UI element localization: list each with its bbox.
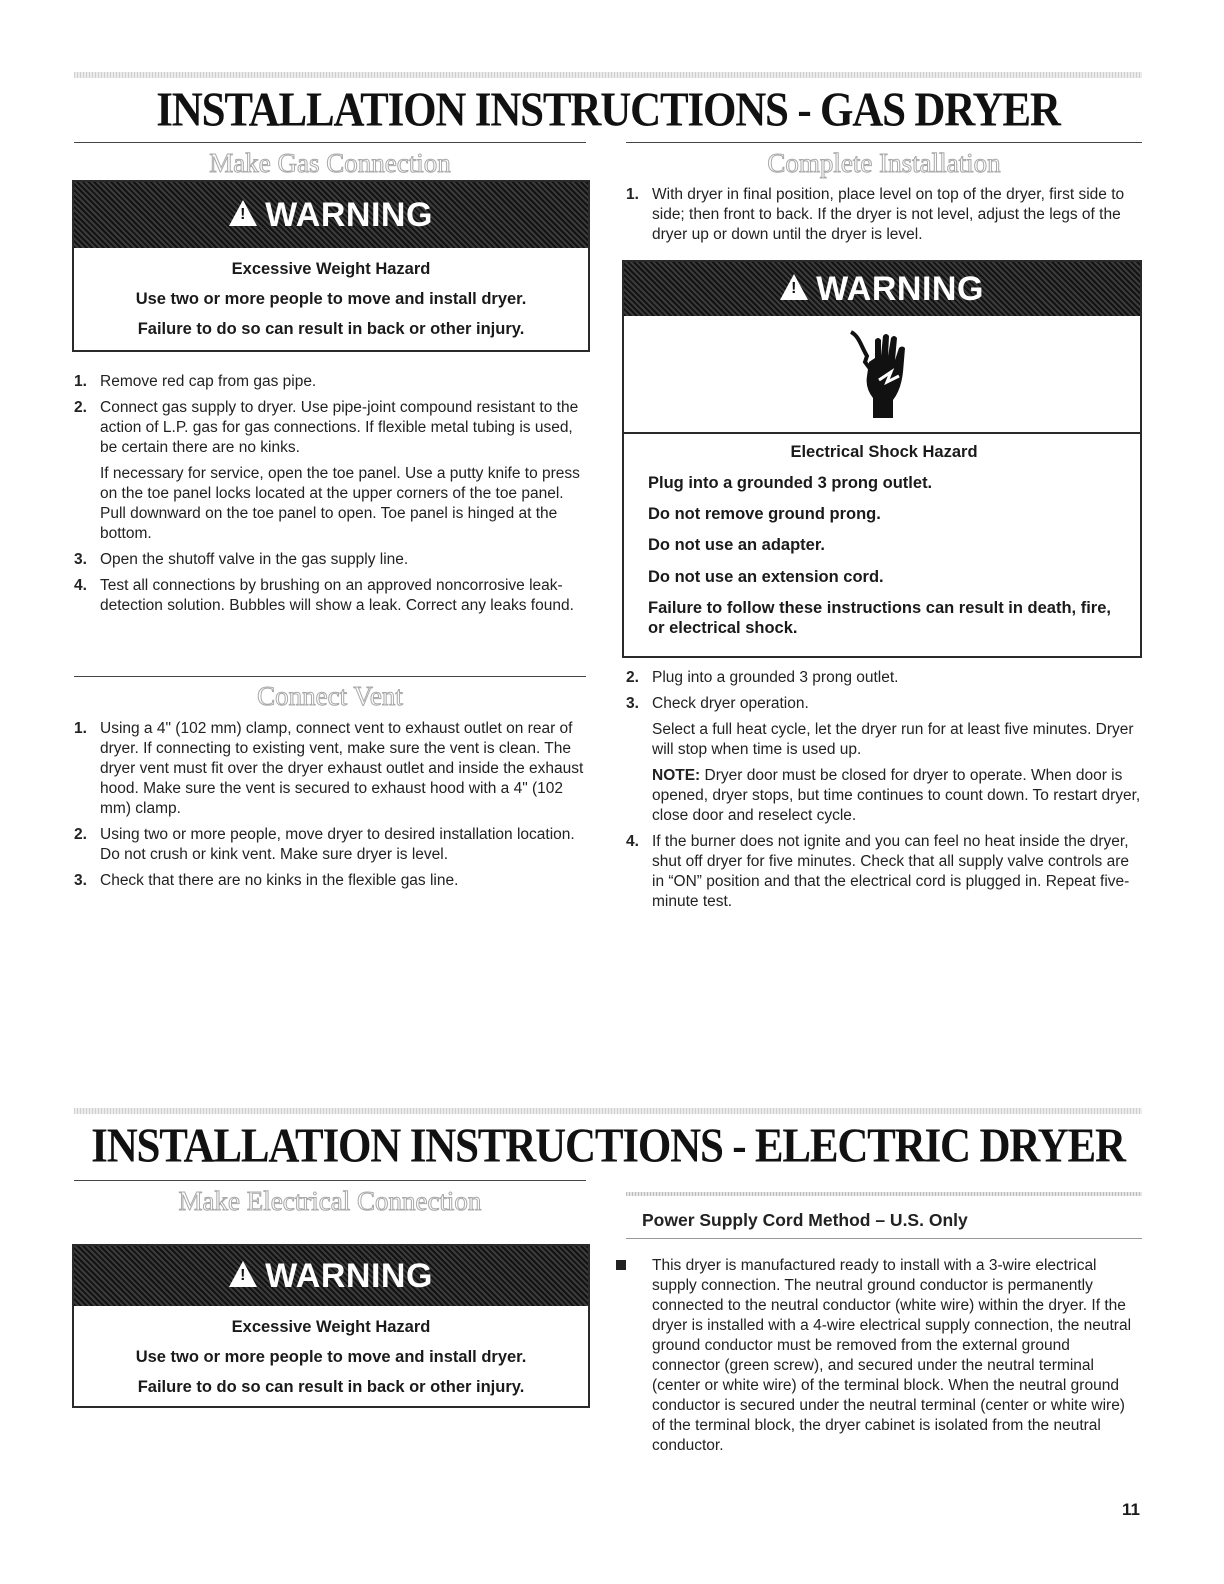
list-note: Select a full heat cycle, let the dryer run for at least five minutes. Dryer will stop when time is used up.: [652, 721, 1134, 758]
gas-weight-warning: [72, 180, 590, 352]
connect-vent-heading: Connect Vent: [257, 681, 403, 711]
warning-banner: [74, 182, 588, 248]
list-item: 3. Check that there are no kinks in the flexible gas line.: [74, 872, 459, 889]
warning-hazard: Electrical Shock Hazard: [790, 443, 978, 461]
warning-body: [74, 260, 588, 339]
list-item: 1. Remove red cap from gas pipe.: [74, 373, 317, 390]
warning-triangle-icon: [229, 200, 257, 226]
bullet-icon: [616, 1260, 626, 1270]
warning-banner-text: WARNING: [265, 195, 433, 234]
warning-line: Failure to do so can result in back or other injury.: [137, 319, 525, 338]
power-cord-underline: [626, 1238, 1142, 1239]
complete-steps: [626, 668, 1142, 918]
top-rule: [74, 72, 1142, 78]
warning-body: [74, 1318, 588, 1397]
make-gas-rule: [74, 142, 586, 143]
warning-line: Failure to follow these instructions can result in death, fire, or electrical shock.: [648, 598, 1111, 637]
warning-banner-text: WARNING: [265, 1256, 433, 1295]
connect-vent-steps: [74, 719, 586, 897]
electric-top-rule: [74, 1108, 1142, 1114]
power-cord-list: [616, 1256, 1142, 1462]
electric-weight-warning: [72, 1244, 590, 1408]
gas-main-title: INSTALLATION INSTRUCTIONS - GAS DRYER: [156, 84, 1060, 137]
warning-line: Do not use an adapter.: [648, 536, 825, 555]
warning-triangle-icon: [780, 274, 808, 300]
list-item: 1. Using a 4" (102 mm) clamp, connect vent to exhaust outlet on rear of dryer. If connecting to existing vent, make sure the vent is clean. The dryer vent must fit over the dryer exhaust outlet and inside the exhaust hood. Make sure the vent is secured to exhaust hood with a 4" (102 mm) clamp.: [74, 720, 584, 817]
warning-line: Failure to do so can result in back or other injury.: [137, 1377, 525, 1396]
warning-banner-text: WARNING: [816, 269, 984, 308]
list-item: 2. Plug into a grounded 3 prong outlet.: [626, 669, 899, 686]
complete-heading: Complete Installation: [767, 148, 1001, 178]
page-number: 11: [1122, 1500, 1140, 1519]
list-note: If necessary for service, open the toe panel. Use a putty knife to press on the toe panel locks located at the upper corners of the toe panel. Pull downward on the toe panel to open. Toe panel is hinged at the bottom.: [100, 465, 580, 542]
list-note: NOTE: Dryer door must be closed for dryer to operate. When door is opened, dryer stops, but time continues to count down. To restart dryer, close door and reselect cycle.: [652, 767, 1141, 824]
power-cord-heading: Power Supply Cord Method – U.S. Only: [642, 1210, 968, 1230]
make-electrical-heading: Make Electrical Connection: [178, 1186, 482, 1216]
warning-line: Use two or more people to move and install dryer.: [135, 289, 527, 308]
complete-step-1: [626, 185, 1142, 251]
list-item: 4. If the burner does not ignite and you can feel no heat inside the dryer, shut off dryer for five minutes. Check that all supply valve controls are in “ON” position and that the electrical cord is plugged in. Repeat five-minute test.: [626, 833, 1130, 910]
warning-triangle-icon: [229, 1261, 257, 1287]
electrical-shock-warning: [622, 260, 1142, 658]
list-item: 3. Open the shutoff valve in the gas supply line.: [74, 551, 409, 568]
list-item: 4. Test all connections by brushing on an approved noncorrosive leak-detection solution. Bubbles will show a leak. Correct any leaks found.: [74, 577, 574, 614]
connect-vent-rule: [74, 676, 586, 677]
power-cord-rule: [626, 1192, 1142, 1196]
list-item: 3. Check dryer operation.: [626, 695, 809, 712]
warning-banner: [624, 262, 1140, 316]
warning-line: Do not remove ground prong.: [648, 505, 881, 524]
hand-shock-icon: [845, 326, 919, 422]
list-item: 2. Using two or more people, move dryer to desired installation location. Do not crush or kink vent. Make sure dryer is level.: [74, 826, 575, 863]
electric-main-title: INSTALLATION INSTRUCTIONS - ELECTRIC DRYER: [91, 1120, 1125, 1173]
list-item: This dryer is manufactured ready to install with a 3-wire electrical supply connection. The neutral ground conductor is permanently connected to the neutral conductor (white wire) within the dryer. If the dryer is installed with a 4-wire electrical supply connection, the neutral ground conductor must be removed from the external ground connector (green screw), and secured under the neutral terminal (center or white wire) of the terminal block. When the neutral ground conductor is secured under the neutral terminal (center or white wire) of the terminal block, the dryer cabinet is isolated from the neutral conductor.: [616, 1256, 1142, 1456]
make-gas-heading: Make Gas Connection: [209, 148, 451, 178]
warning-hazard: Excessive Weight Hazard: [231, 260, 431, 278]
list-item: 1. With dryer in final position, place level on top of the dryer, first side to side; then front to back. If the dryer is not level, adjust the legs of the dryer up or down until the dryer is level.: [626, 186, 1125, 243]
warning-line: Do not use an extension cord.: [648, 567, 884, 586]
make-electrical-rule: [74, 1180, 586, 1181]
make-gas-steps: [74, 372, 586, 622]
warning-body: [624, 442, 1140, 638]
complete-rule: [626, 142, 1142, 143]
list-item: 2. Connect gas supply to dryer. Use pipe-joint compound resistant to the action of L.P. gas for gas connections. If flexible metal tubing is used, be certain there are no kinks.: [74, 399, 579, 456]
warning-banner: [74, 1246, 588, 1306]
warning-line: Use two or more people to move and install dryer.: [135, 1347, 527, 1366]
warning-hazard: Excessive Weight Hazard: [231, 1318, 431, 1336]
shock-hazard-icon: [624, 316, 1140, 434]
warning-line: Plug into a grounded 3 prong outlet.: [648, 474, 933, 493]
